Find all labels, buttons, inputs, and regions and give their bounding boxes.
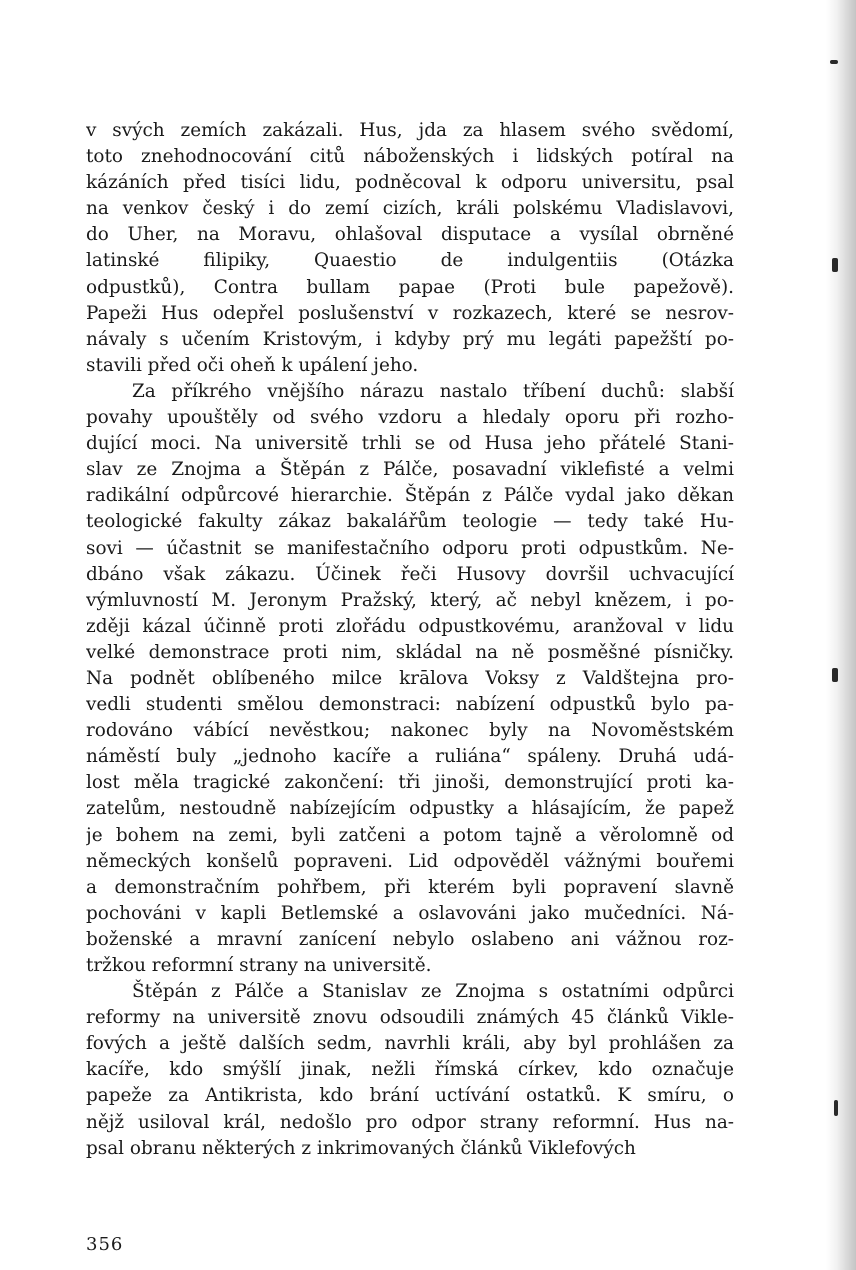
spine-mark	[832, 668, 838, 682]
text-line: zději kázal účinně proti zlořádu odpustkovému, aranžoval v lidu	[86, 615, 734, 637]
text-line: kázáních před tisíci lidu, podněcoval k odporu universitu, psal	[86, 172, 734, 194]
text-line: návaly s učením Kristovým, i kdyby prý mu legáti papežští po-	[86, 328, 734, 350]
paragraph	[86, 118, 734, 379]
text-line: nějž usiloval král, nedošlo pro odpor strany reformní. Hus na-	[86, 1111, 734, 1133]
text-line: tržkou reformní strany na universitě.	[86, 955, 432, 976]
text-line: je bohem na zemi, byli zatčeni a potom tajně a věrolomně od	[86, 824, 734, 846]
text-line: slav ze Znojma a Štěpán z Pálče, posavadní viklefisté a velmi	[86, 459, 734, 481]
text-line: Za příkrého vnějšího nárazu nastalo tříbení duchů: slabší	[132, 380, 734, 402]
text-line: boženské a mravní zanícení nebylo oslabeno ani vážnou roz-	[86, 928, 734, 950]
spine-mark	[834, 1100, 838, 1116]
text-line: latinské filipiky, Quaestio de indulgentiis (Otázka	[86, 250, 734, 272]
text-line: stavili před oči oheň k upálení jeho.	[86, 354, 419, 376]
text-line: německých konšelů popraveni. Lid odpověděl vážnými bouřemi	[86, 850, 734, 872]
text-line: dbáno však zákazu. Účinek řeči Husovy dovršil uchvacující	[86, 563, 734, 585]
text-line: papeže za Antikrista, kdo brání uctívání ostatků. K smíru, o	[86, 1085, 734, 1107]
spine-mark	[832, 258, 838, 272]
text-line: toto znehodnocování citů náboženských i lidských potíral na	[86, 146, 734, 168]
text-line: Štěpán z Pálče a Stanislav ze Znojma s ostatními odpůrci	[132, 981, 734, 1003]
text-line: zatelům, nestoudně nabízejícím odpustky a hlásajícím, že papež	[86, 798, 734, 820]
text-line: velké demonstrace proti nim, skládal na ně posměšné písničky.	[86, 641, 734, 663]
text-line: sovi — účastnit se manifestačního odporu proti odpustkům. Ne-	[86, 537, 734, 559]
text-line: odpustků), Contra bullam papae (Proti bule papežově).	[86, 276, 734, 298]
text-line: na venkov český i do zemí cizích, králi polskému Vladislavovi,	[86, 198, 734, 220]
text-line: pochováni v kapli Betlemské a oslavováni jako mučedníci. Ná-	[86, 902, 734, 924]
body-text	[86, 118, 734, 1162]
text-line: teologické fakulty zákaz bakalářům teologie — tedy také Hu-	[86, 511, 734, 533]
spine-mark	[830, 60, 838, 64]
text-line: do Uher, na Moravu, ohlašoval disputace a vysílal obrněné	[86, 224, 734, 246]
text-line: reformy na universitě znovu odsoudili známých 45 článků Vikle-	[86, 1007, 734, 1029]
text-line: vedli studenti smělou demonstraci: nabízení odpustků bylo pa-	[86, 694, 734, 716]
text-line: Na podnět oblíbeného milce krālova Voksy z Valdštejna pro-	[86, 667, 734, 689]
paragraph	[86, 979, 734, 1162]
text-line: náměstí buly „jednoho kacíře a ruliána“ spáleny. Druhá udá-	[86, 746, 734, 768]
page-number: 356	[86, 1234, 124, 1255]
text-line: Papeži Hus odepřel poslušenství v rozkazech, které se nesrov-	[86, 302, 734, 324]
text-line: povahy upouštěly od svého vzdoru a hledaly oporu při rozho-	[86, 407, 734, 429]
text-line: rodováno vábící nevěstkou; nakonec byly na Novoměstském	[86, 720, 734, 742]
text-line: radikální odpůrcové hierarchie. Štěpán z Pálče vydal jako děkan	[86, 485, 734, 507]
paragraph	[86, 379, 734, 979]
text-line: dující moci. Na universitě trhli se od Husa jeho přátelé Stani-	[86, 433, 734, 455]
text-line: a demonstračním pohřbem, při kterém byli popravení slavně	[86, 876, 734, 898]
text-line: v svých zemích zakázali. Hus, jda za hlasem svého svědomí,	[86, 120, 734, 141]
text-line: kacíře, kdo smýšlí jinak, nežli římská církev, kdo označuje	[86, 1059, 734, 1081]
text-line: fových a ještě dalších sedm, navrhli králi, aby byl prohlášen za	[86, 1033, 734, 1055]
book-spine-shadow	[826, 0, 856, 1270]
text-line: výmluvností M. Jeronym Pražský, který, ač nebyl knězem, i po-	[86, 589, 734, 611]
text-line: lost měla tragické zakončení: tři jinoši, demonstrující proti ka-	[86, 772, 734, 794]
text-line: psal obranu některých z inkrimovaných článků Viklefových	[86, 1137, 636, 1159]
